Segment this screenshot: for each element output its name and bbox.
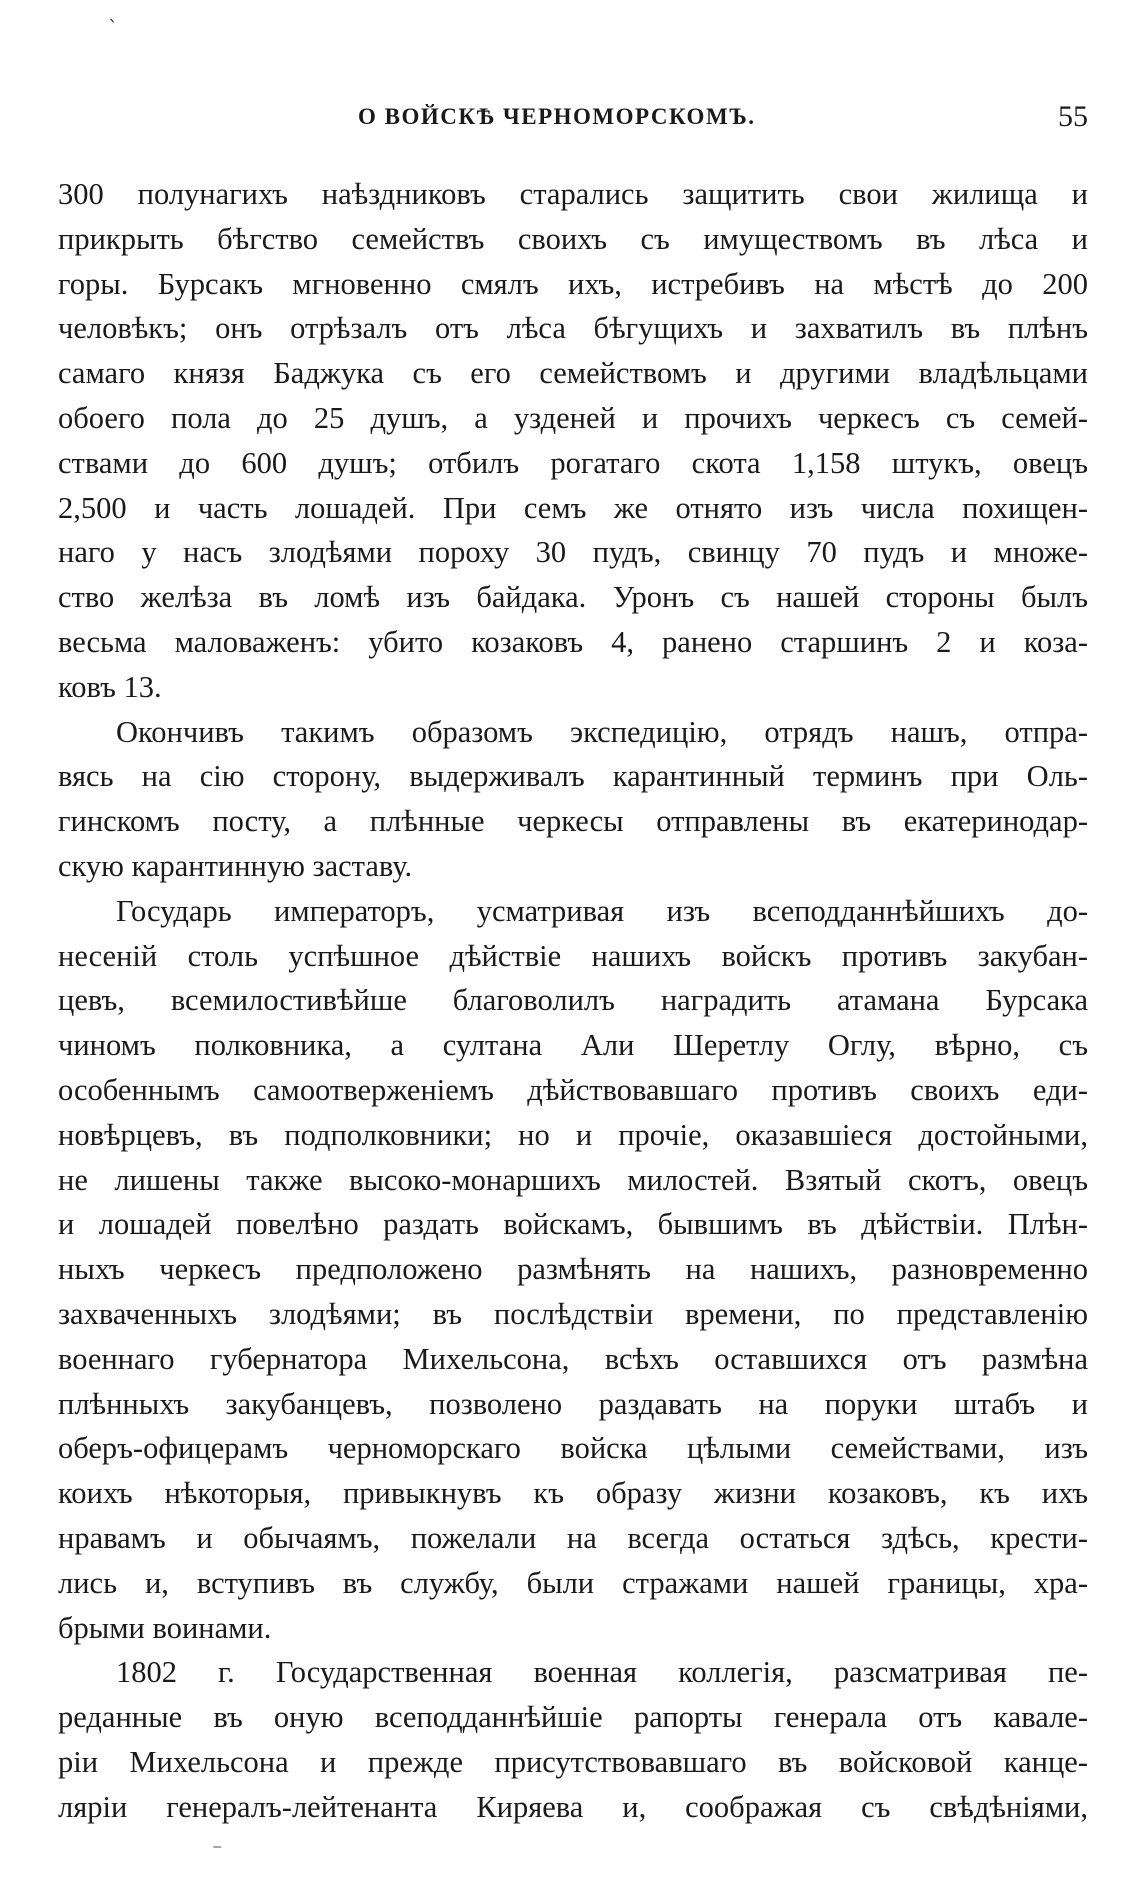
text-line: Окончивъ такимъ образомъ экспедицію, отрядъ нашъ, отпра-	[116, 714, 1088, 749]
text-line: лись и, вступивъ въ службу, были стражами нашей границы, хра-	[58, 1565, 1088, 1600]
running-title: О ВОЙСКѢ ЧЕРНОМОРСКОМЪ.	[358, 104, 756, 129]
text-line: скую карантинную заставу.	[58, 848, 413, 883]
text-line: чиномъ полковника, а султана Али Шеретлу Оглу, вѣрно, съ	[58, 1028, 1088, 1063]
text-line: вясь на сію сторону, выдерживалъ карантинный терминъ при Оль-	[58, 759, 1088, 794]
page-number: 55	[1058, 100, 1088, 133]
text-line: ныхъ черкесъ предположено размѣнять на нашихъ, разновременно	[58, 1252, 1088, 1287]
text-line: ляріи генералъ-лейтенанта Киряева и, соображая съ свѣдѣніями,	[58, 1789, 1088, 1824]
text-line: захваченныхъ злодѣями; въ послѣдствіи времени, по представленію	[58, 1296, 1088, 1331]
text-line: новѣрцевъ, въ подполковники; но и прочіе, оказавшіеся достойными,	[58, 1117, 1088, 1152]
text-line: прикрыть бѣгство семействъ своихъ съ имуществомъ въ лѣса и	[58, 221, 1088, 256]
text-line: обоего пола до 25 душъ, а узденей и прочихъ черкесъ съ семей-	[58, 400, 1088, 435]
text-line: оберъ-офицерамъ черноморскаго войска цѣлыми семействами, изъ	[58, 1431, 1088, 1466]
text-line: 300 полунагихъ наѣздниковъ старались защитить свои жилища и	[58, 177, 1088, 211]
text-line: особеннымъ самоотверженіемъ дѣйствовавшаго противъ своихъ еди-	[58, 1072, 1088, 1107]
body-text	[58, 172, 1088, 1829]
text-line: коихъ нѣкоторыя, привыкнувъ къ образу жизни козаковъ, къ ихъ	[58, 1476, 1088, 1511]
paragraph-4	[58, 1650, 1088, 1829]
text-line: не лишены также высоко-монаршихъ милостей. Взятый скотъ, овецъ	[58, 1162, 1088, 1197]
text-line: наго у насъ злодѣями пороху 30 пудъ, свинцу 70 пудъ и множе-	[58, 535, 1088, 570]
page-header	[58, 100, 1088, 144]
paragraph-1	[58, 172, 1088, 710]
text-line: ковъ 13.	[58, 669, 162, 704]
text-line: цевъ, всемилостивѣйше благоволилъ наградить атамана Бурсака	[58, 983, 1088, 1018]
text-line: 1802 г. Государственная военная коллегія, разсматривая пе-	[116, 1655, 1088, 1690]
text-line: военнаго губернатора Михельсона, всѣхъ оставшихся отъ размѣна	[58, 1341, 1088, 1376]
paragraph-3	[58, 889, 1088, 1651]
text-line: 2,500 и часть лошадей. При семъ же отнято изъ числа похищен-	[58, 490, 1088, 525]
text-line: весьма маловаженъ: убито козаковъ 4, ранено старшинъ 2 и коза-	[58, 624, 1088, 659]
text-line: брыми воинами.	[58, 1610, 272, 1645]
text-line: ство желѣза въ ломѣ изъ байдака. Уронъ съ нашей стороны былъ	[58, 580, 1088, 615]
text-line: Государь императоръ, усматривая изъ всеподданнѣйшихъ до-	[116, 893, 1088, 928]
text-line: реданные въ оную всеподданнѣйшіе рапорты генерала отъ кавале-	[58, 1700, 1088, 1735]
text-line: нравамъ и обычаямъ, пожелали на всегда остаться здѣсь, крести-	[58, 1520, 1088, 1555]
text-line: несеній столь успѣшное дѣйствіе нашихъ войскъ противъ закубан-	[58, 938, 1088, 973]
text-line: человѣкъ; онъ отрѣзалъ отъ лѣса бѣгущихъ и захватилъ въ плѣнъ	[58, 311, 1088, 346]
text-line: ствами до 600 душъ; отбилъ рогатаго скота 1,158 штукъ, овецъ	[58, 445, 1088, 480]
paragraph-2	[58, 710, 1088, 889]
text-line: и лошадей повелѣно раздать войскамъ, бывшимъ въ дѣйствіи. Плѣн-	[58, 1207, 1088, 1242]
scan-speck: ˋ	[108, 16, 118, 40]
text-line: самаго князя Баджука съ его семействомъ и другими владѣльцами	[58, 356, 1088, 391]
text-line: гинскомъ посту, а плѣнные черкесы отправлены въ екатеринодар-	[58, 804, 1088, 839]
text-line: плѣнныхъ закубанцевъ, позволено раздавать на поруки штабъ и	[58, 1386, 1088, 1421]
text-line: ріи Михельсона и прежде присутствовавшаго въ войсковой канце-	[58, 1744, 1088, 1779]
scan-speck: ⁻	[212, 1838, 223, 1862]
text-line: горы. Бурсакъ мгновенно смялъ ихъ, истребивъ на мѣстѣ до 200	[58, 266, 1088, 301]
